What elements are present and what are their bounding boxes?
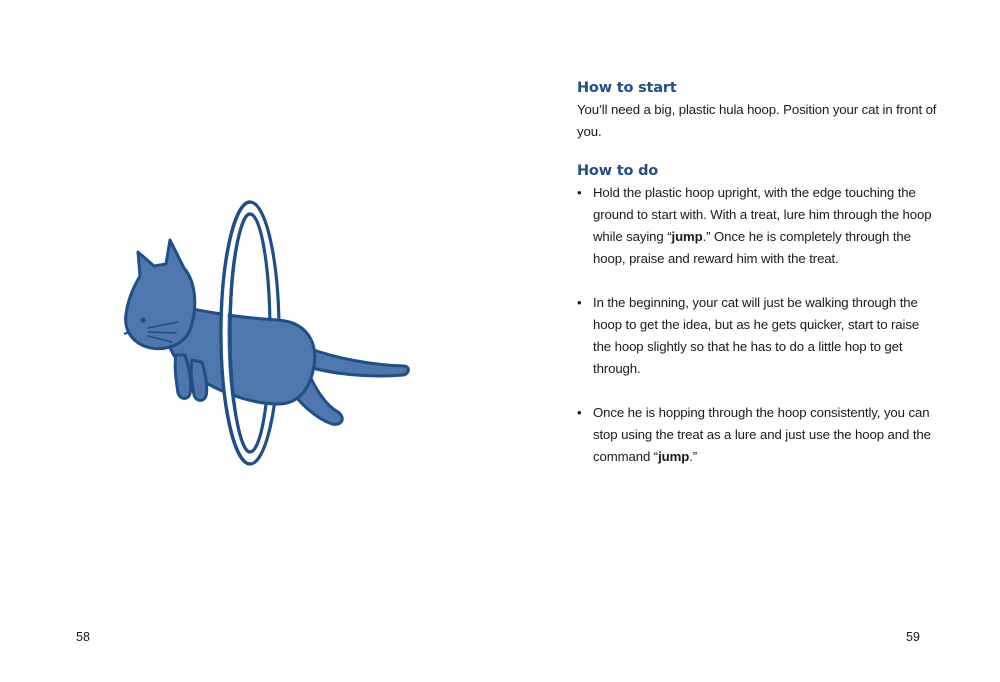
section-body-how-to-start: You’ll need a big, plastic hula hoop. Position your cat in front of you. <box>577 102 937 139</box>
instruction-item: • Hold the plastic hoop upright, with the edge touching the ground to start with. With a treat, lure him through the hoop while saying “jump.” Once he is completely through the hoop, praise and reward him with the treat. <box>577 182 937 270</box>
page-number: 58 <box>76 630 90 644</box>
right-page <box>500 0 1000 682</box>
section-heading-how-to-do: How to do <box>577 163 659 179</box>
instruction-item: • Once he is hopping through the hoop consistently, you can stop using the treat as a lure and just use the hoop and the command “jump.” <box>577 402 937 468</box>
page-number: 59 <box>906 630 920 644</box>
cat-eye <box>140 317 145 322</box>
instruction-list <box>577 182 937 468</box>
cat-jumping-through-hoop-icon <box>110 190 420 480</box>
cat-front-leg-near <box>191 360 207 400</box>
command-word: jump <box>658 449 690 464</box>
command-word: jump <box>671 229 703 244</box>
cat-front-leg-far <box>175 355 191 398</box>
section-heading-how-to-start: How to start <box>577 80 677 96</box>
text-column <box>577 80 937 490</box>
cat-tail <box>305 348 408 376</box>
instruction-item: • In the beginning, your cat will just be walking through the hoop to get the idea, but as he gets quicker, start to raise the hoop slightly so that he has to do a little hop to get through. <box>577 292 937 380</box>
